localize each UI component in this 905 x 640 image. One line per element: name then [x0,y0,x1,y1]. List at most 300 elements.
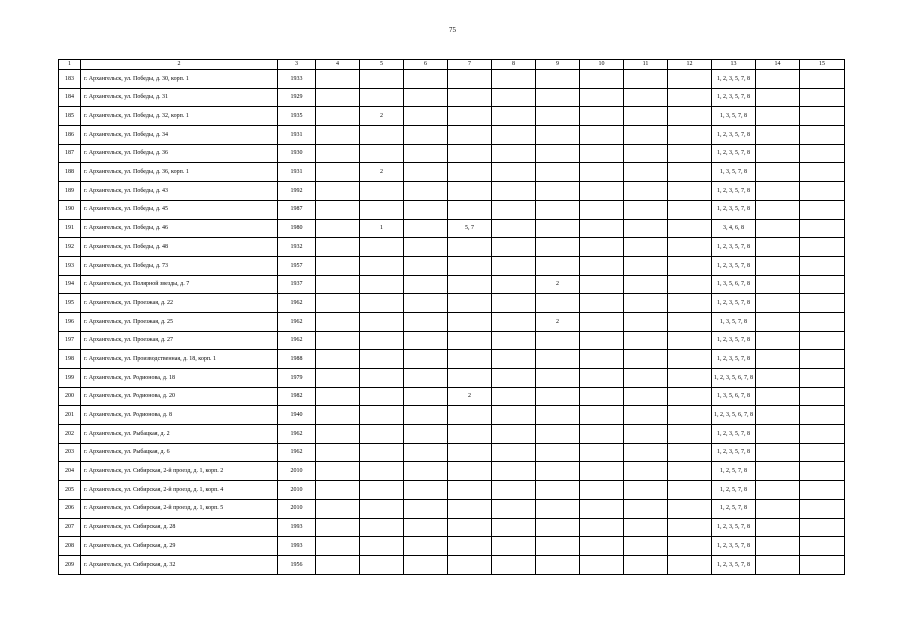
address-cell: г. Архангельск, ул. Родионова, д. 20 [81,387,278,406]
address-cell: г. Архангельск, ул. Производственная, д. 18, корп. 1 [81,350,278,369]
table-row [59,70,845,89]
address-cell: г. Архангельск, ул. Победы, д. 36 [81,144,278,163]
col7-cell [448,369,492,388]
year-cell: 1935 [278,107,316,126]
empty-cell [756,462,800,481]
empty-cell [492,107,536,126]
empty-cell [624,369,668,388]
row-number-cell: 203 [59,443,81,462]
empty-cell [492,537,536,556]
table-row [59,462,845,481]
year-cell: 1962 [278,331,316,350]
empty-cell [800,331,845,350]
table-row [59,312,845,331]
col5-cell [360,350,404,369]
row-number-cell: 193 [59,256,81,275]
empty-cell [316,70,360,89]
table-row [59,555,845,574]
empty-cell [404,200,448,219]
empty-cell [492,294,536,313]
empty-cell [624,425,668,444]
empty-cell [756,350,800,369]
col13-cell: 1, 2, 3, 5, 6, 7, 8 [712,369,756,388]
col7-cell [448,443,492,462]
empty-cell [624,537,668,556]
empty-cell [580,518,624,537]
table-row [59,275,845,294]
empty-cell [492,144,536,163]
empty-cell [580,425,624,444]
col13-cell: 1, 2, 3, 5, 7, 8 [712,256,756,275]
address-cell: г. Архангельск, ул. Проезжая, д. 22 [81,294,278,313]
row-number-cell: 191 [59,219,81,238]
col13-cell: 3, 4, 6, 8 [712,219,756,238]
col7-cell [448,126,492,145]
empty-cell [800,144,845,163]
empty-cell [756,256,800,275]
table-row [59,88,845,107]
empty-cell [668,107,712,126]
empty-cell [316,238,360,257]
col13-cell: 1, 2, 3, 5, 7, 8 [712,518,756,537]
empty-cell [624,387,668,406]
empty-cell [668,275,712,294]
empty-cell [404,70,448,89]
col9-cell [536,462,580,481]
col13-cell: 1, 2, 5, 7, 8 [712,499,756,518]
col7-cell: 2 [448,387,492,406]
col7-cell [448,294,492,313]
col9-cell: 2 [536,275,580,294]
empty-cell [756,182,800,201]
address-cell: г. Архангельск, ул. Родионова, д. 18 [81,369,278,388]
empty-cell [624,443,668,462]
table-row [59,331,845,350]
col7-cell [448,331,492,350]
row-number-cell: 200 [59,387,81,406]
col9-cell [536,518,580,537]
empty-cell [668,406,712,425]
col13-cell: 1, 2, 5, 7, 8 [712,462,756,481]
empty-cell [624,518,668,537]
empty-cell [492,443,536,462]
empty-cell [800,406,845,425]
year-cell: 1940 [278,406,316,425]
address-cell: г. Архангельск, ул. Сибирская, д. 29 [81,537,278,556]
empty-cell [404,425,448,444]
empty-cell [404,219,448,238]
col9-cell [536,481,580,500]
empty-cell [668,481,712,500]
empty-cell [580,294,624,313]
empty-cell [580,555,624,574]
address-cell: г. Архангельск, ул. Проезжая, д. 27 [81,331,278,350]
empty-cell [800,88,845,107]
col9-cell [536,70,580,89]
empty-cell [756,219,800,238]
col7-cell [448,350,492,369]
row-number-cell: 205 [59,481,81,500]
empty-cell [800,126,845,145]
empty-cell [668,555,712,574]
empty-cell [492,182,536,201]
header-cell: 13 [712,60,756,70]
empty-cell [756,144,800,163]
address-cell: г. Архангельск, ул. Победы, д. 34 [81,126,278,145]
row-number-cell: 189 [59,182,81,201]
empty-cell [800,200,845,219]
empty-cell [492,256,536,275]
col5-cell [360,238,404,257]
col5-cell [360,70,404,89]
row-number-cell: 197 [59,331,81,350]
empty-cell [492,88,536,107]
empty-cell [492,163,536,182]
col5-cell [360,481,404,500]
col13-cell: 1, 2, 3, 5, 7, 8 [712,350,756,369]
empty-cell [756,518,800,537]
address-cell: г. Архангельск, ул. Рыбацкая, д. 2 [81,425,278,444]
empty-cell [580,406,624,425]
empty-cell [668,163,712,182]
col9-cell [536,331,580,350]
empty-cell [492,425,536,444]
year-cell: 2010 [278,499,316,518]
col9-cell [536,406,580,425]
header-cell: 11 [624,60,668,70]
col5-cell [360,555,404,574]
empty-cell [492,275,536,294]
empty-cell [800,387,845,406]
empty-cell [580,256,624,275]
empty-cell [316,107,360,126]
empty-cell [404,312,448,331]
col13-cell: 1, 2, 3, 5, 7, 8 [712,425,756,444]
col9-cell [536,443,580,462]
col9-cell [536,256,580,275]
empty-cell [624,481,668,500]
empty-cell [668,182,712,201]
col13-cell: 1, 2, 3, 5, 7, 8 [712,443,756,462]
empty-cell [492,312,536,331]
table-row [59,406,845,425]
empty-cell [756,537,800,556]
address-cell: г. Архангельск, ул. Родионова, д. 8 [81,406,278,425]
empty-cell [404,182,448,201]
col5-cell [360,126,404,145]
empty-cell [624,88,668,107]
empty-cell [668,144,712,163]
year-cell: 1930 [278,144,316,163]
header-row [59,60,845,70]
year-cell: 1980 [278,219,316,238]
year-cell: 1993 [278,537,316,556]
empty-cell [624,350,668,369]
empty-cell [316,219,360,238]
empty-cell [668,238,712,257]
col5-cell [360,518,404,537]
empty-cell [492,331,536,350]
empty-cell [492,219,536,238]
col7-cell [448,238,492,257]
empty-cell [800,443,845,462]
address-cell: г. Архангельск, ул. Сибирская, д. 28 [81,518,278,537]
col9-cell [536,126,580,145]
header-cell: 15 [800,60,845,70]
col13-cell: 1, 3, 5, 7, 8 [712,312,756,331]
table-row [59,443,845,462]
col9-cell [536,499,580,518]
col13-cell: 1, 2, 3, 5, 7, 8 [712,70,756,89]
row-number-cell: 195 [59,294,81,313]
empty-cell [800,294,845,313]
empty-cell [404,350,448,369]
col5-cell [360,256,404,275]
empty-cell [492,238,536,257]
empty-cell [580,275,624,294]
col9-cell [536,425,580,444]
empty-cell [316,294,360,313]
empty-cell [756,275,800,294]
col9-cell [536,238,580,257]
empty-cell [404,256,448,275]
col7-cell [448,182,492,201]
empty-cell [580,126,624,145]
year-cell: 1937 [278,275,316,294]
empty-cell [668,70,712,89]
year-cell: 1962 [278,425,316,444]
empty-cell [492,406,536,425]
row-number-cell: 198 [59,350,81,369]
empty-cell [404,481,448,500]
empty-cell [316,350,360,369]
table-row [59,537,845,556]
table-row [59,163,845,182]
col9-cell [536,107,580,126]
col9-cell: 2 [536,312,580,331]
empty-cell [668,88,712,107]
empty-cell [756,555,800,574]
empty-cell [800,462,845,481]
empty-cell [624,219,668,238]
col7-cell [448,88,492,107]
col9-cell [536,219,580,238]
row-number-cell: 196 [59,312,81,331]
col5-cell [360,387,404,406]
empty-cell [316,518,360,537]
col13-cell: 1, 3, 5, 7, 8 [712,163,756,182]
year-cell: 1962 [278,443,316,462]
year-cell: 1931 [278,163,316,182]
empty-cell [580,200,624,219]
empty-cell [404,518,448,537]
empty-cell [404,238,448,257]
empty-cell [492,462,536,481]
empty-cell [316,555,360,574]
table-row [59,350,845,369]
year-cell: 1931 [278,126,316,145]
empty-cell [580,387,624,406]
empty-cell [580,462,624,481]
empty-cell [404,555,448,574]
empty-cell [668,443,712,462]
empty-cell [580,537,624,556]
empty-cell [580,481,624,500]
empty-cell [668,331,712,350]
header-cell: 10 [580,60,624,70]
empty-cell [624,200,668,219]
empty-cell [580,107,624,126]
empty-cell [316,481,360,500]
empty-cell [668,499,712,518]
row-number-cell: 194 [59,275,81,294]
empty-cell [624,462,668,481]
col5-cell [360,499,404,518]
empty-cell [316,462,360,481]
empty-cell [756,238,800,257]
col5-cell [360,88,404,107]
empty-cell [624,312,668,331]
row-number-cell: 202 [59,425,81,444]
empty-cell [668,256,712,275]
year-cell: 1993 [278,518,316,537]
col13-cell: 1, 3, 5, 6, 7, 8 [712,387,756,406]
empty-cell [800,256,845,275]
empty-cell [800,537,845,556]
col7-cell [448,200,492,219]
empty-cell [756,331,800,350]
empty-cell [580,219,624,238]
address-cell: г. Архангельск, ул. Сибирская, 2-й проезд, д. 1, корп. 4 [81,481,278,500]
empty-cell [404,331,448,350]
header-cell: 1 [59,60,81,70]
empty-cell [624,555,668,574]
empty-cell [580,443,624,462]
empty-cell [316,163,360,182]
row-number-cell: 208 [59,537,81,556]
address-cell: г. Архангельск, ул. Полярной звезды, д. 7 [81,275,278,294]
year-cell: 1992 [278,182,316,201]
col7-cell [448,499,492,518]
empty-cell [316,499,360,518]
col13-cell: 1, 2, 3, 5, 7, 8 [712,331,756,350]
table-row [59,200,845,219]
col5-cell: 1 [360,219,404,238]
empty-cell [492,387,536,406]
empty-cell [492,499,536,518]
empty-cell [800,238,845,257]
col9-cell [536,537,580,556]
empty-cell [800,481,845,500]
empty-cell [492,126,536,145]
empty-cell [316,331,360,350]
empty-cell [756,200,800,219]
header-cell: 3 [278,60,316,70]
empty-cell [624,499,668,518]
empty-cell [800,555,845,574]
page-number: 75 [449,26,456,34]
empty-cell [756,126,800,145]
col5-cell [360,144,404,163]
empty-cell [800,219,845,238]
col13-cell: 1, 2, 3, 5, 7, 8 [712,555,756,574]
empty-cell [316,537,360,556]
empty-cell [668,219,712,238]
year-cell: 1988 [278,350,316,369]
empty-cell [668,350,712,369]
table-row [59,387,845,406]
empty-cell [492,200,536,219]
header-cell: 9 [536,60,580,70]
col9-cell [536,387,580,406]
col13-cell: 1, 2, 3, 5, 7, 8 [712,126,756,145]
empty-cell [492,70,536,89]
table-row [59,256,845,275]
col13-cell: 1, 2, 3, 5, 7, 8 [712,144,756,163]
col7-cell: 5, 7 [448,219,492,238]
empty-cell [756,369,800,388]
header-cell: 8 [492,60,536,70]
empty-cell [580,182,624,201]
col5-cell [360,406,404,425]
empty-cell [404,144,448,163]
empty-cell [316,425,360,444]
col9-cell [536,163,580,182]
empty-cell [492,350,536,369]
empty-cell [580,350,624,369]
col5-cell [360,312,404,331]
empty-cell [756,443,800,462]
empty-cell [404,163,448,182]
col5-cell: 2 [360,107,404,126]
col13-cell: 1, 2, 3, 5, 7, 8 [712,182,756,201]
empty-cell [624,126,668,145]
empty-cell [756,406,800,425]
year-cell: 1962 [278,312,316,331]
empty-cell [800,163,845,182]
header-cell: 5 [360,60,404,70]
empty-cell [404,126,448,145]
col9-cell [536,555,580,574]
table-row [59,294,845,313]
col7-cell [448,70,492,89]
empty-cell [668,518,712,537]
year-cell: 1929 [278,88,316,107]
address-cell: г. Архангельск, ул. Победы, д. 31 [81,88,278,107]
year-cell: 1957 [278,256,316,275]
empty-cell [668,294,712,313]
empty-cell [668,312,712,331]
address-cell: г. Архангельск, ул. Рыбацкая, д. 6 [81,443,278,462]
empty-cell [316,182,360,201]
col5-cell [360,425,404,444]
row-number-cell: 185 [59,107,81,126]
year-cell: 1962 [278,294,316,313]
empty-cell [316,275,360,294]
table-row [59,238,845,257]
empty-cell [624,182,668,201]
col5-cell [360,537,404,556]
empty-cell [624,406,668,425]
header-cell: 7 [448,60,492,70]
empty-cell [404,537,448,556]
col7-cell [448,107,492,126]
empty-cell [316,256,360,275]
row-number-cell: 209 [59,555,81,574]
col13-cell: 1, 2, 3, 5, 7, 8 [712,537,756,556]
col7-cell [448,144,492,163]
col9-cell [536,350,580,369]
